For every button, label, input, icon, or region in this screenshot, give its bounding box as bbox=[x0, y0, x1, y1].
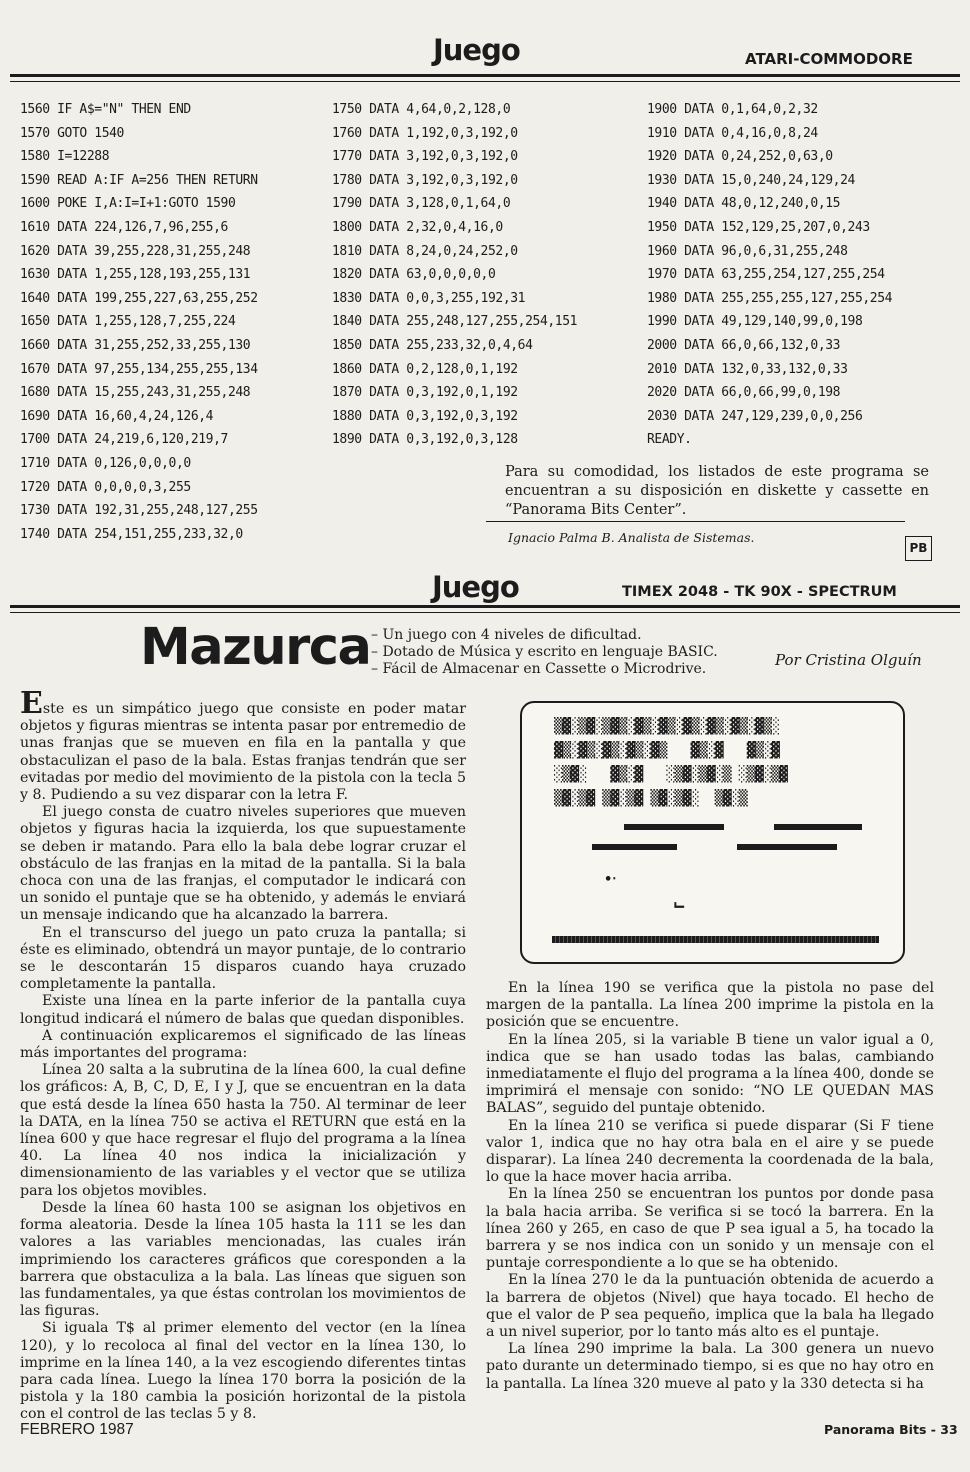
code-line: 1670 DATA 97,255,134,255,255,134 bbox=[20, 361, 258, 377]
code-line: 1710 DATA 0,126,0,0,0,0 bbox=[20, 455, 191, 471]
code-line: 1830 DATA 0,0,3,255,192,31 bbox=[332, 290, 526, 306]
target-row: ▒▓░▒▓ ▒▓░▒▓ ▒▓░▒▓░ ▒▓░▒ bbox=[554, 789, 747, 807]
code-line: 1560 IF A$="N" THEN END bbox=[20, 102, 191, 117]
feature-bullets bbox=[371, 627, 718, 678]
article-paragraph: Si iguala T$ al primer elemento del vector (en la línea 120), y lo recoloca al final del vector en la línea 130, lo imprime en la línea 140, a la vez escogiendo diferentes tintas para cada línea. Luego la línea 170 borra la posición de la pistola y la 180 cambia la posición horizontal de la pistola con el control de las teclas 5 y 8. bbox=[20, 1320, 466, 1423]
code-line: 1930 DATA 15,0,240,24,129,24 bbox=[647, 172, 855, 188]
code-line: 1720 DATA 0,0,0,0,3,255 bbox=[20, 479, 191, 495]
article-left-column bbox=[20, 686, 466, 1424]
header-rule-top-thin bbox=[10, 81, 960, 82]
code-line: 1750 DATA 4,64,0,2,128,0 bbox=[332, 102, 511, 117]
code-line: 1760 DATA 1,192,0,3,192,0 bbox=[332, 125, 518, 141]
target-row: ▓▒░▓▒░▓▒░▓▒░▓▒ ▓▒░▓ ▓▒░▓ bbox=[554, 741, 779, 759]
availability-note: Para su comodidad, los listados de este programa se encuentran a su disposición en diskette y cassette en “Panorama Bits Center”. bbox=[505, 464, 929, 518]
header-rule-top bbox=[10, 74, 960, 77]
code-line: 1660 DATA 31,255,252,33,255,130 bbox=[20, 337, 251, 353]
code-line: 1920 DATA 0,24,252,0,63,0 bbox=[647, 149, 833, 165]
code-line: 1680 DATA 15,255,243,31,255,248 bbox=[20, 385, 251, 401]
code-line: 1800 DATA 2,32,0,4,16,0 bbox=[332, 219, 503, 235]
pistol-icon: ⨽ bbox=[674, 892, 685, 913]
note-rule bbox=[486, 521, 905, 522]
article-paragraph: En la línea 190 se verifica que la pistola no pase del margen de la pantalla. La línea 200 imprime la pistola en la posición que se encuentre. bbox=[486, 980, 934, 1031]
ammo-bar bbox=[552, 936, 879, 943]
article-paragraph: A continuación explicaremos el significado de las líneas más importantes del programa: bbox=[20, 1027, 466, 1062]
article-paragraph: El juego consta de cuatro niveles superiores que mueven objetos y figuras hacia la izquierda, los que supuestamente se deben ir matando. Para ello la bala debe lograr cruzar el obstáculo de las franjas en la mitad de la pantalla. Si la bala choca con una de las franjas, el computador le indicará con un sonido el puntaje que se ha obtenido, y además le enviará un mensaje indicando que ha alcanzado la barrera. bbox=[20, 804, 466, 924]
article-paragraph: Línea 20 salta a la subrutina de la línea 600, la cual define los gráficos: A, B, C, D, E, I y J, que se encuentran en la data que está desde la línea 650 hasta la 750. Al terminar de leer la DATA, en la línea 750 se activa el RETURN que está en la línea 600 y que hace regresar el flujo del programa a la línea 40. La línea 40 nos indica la inicialización y dimensionamiento de las variables y el vector que se utiliza para los objetos movibles. bbox=[20, 1062, 466, 1199]
listing-column-1 bbox=[20, 98, 258, 546]
footer-date: FEBRERO 1987 bbox=[20, 1421, 134, 1438]
code-line: 2020 DATA 66,0,66,99,0,198 bbox=[647, 385, 841, 401]
article-title: Mazurca bbox=[140, 618, 371, 677]
code-line: 1840 DATA 255,248,127,255,254,151 bbox=[332, 314, 578, 330]
target-row: ▒▓░▒▓░▒▓▒░▓▒░▓▒░▓▒░▓▒░▓▒░▓▒░ bbox=[554, 717, 779, 735]
drop-cap: E bbox=[20, 686, 43, 721]
barrier-segment bbox=[774, 824, 862, 830]
code-line: 1900 DATA 0,1,64,0,2,32 bbox=[647, 102, 818, 117]
barrier-segment bbox=[737, 844, 837, 850]
feature-bullet: – Dotado de Música y escrito en lenguaje BASIC. bbox=[371, 644, 718, 660]
platform-label-top: ATARI-COMMODORE bbox=[745, 50, 913, 68]
article-right-column bbox=[486, 980, 934, 1393]
header-rule-mid bbox=[10, 605, 960, 608]
article-paragraph: En la línea 205, si la variable B tiene un valor igual a 0, indica que se han usado todas las balas, cambiando inmediatamente el flujo del programa a la línea 400, donde se imprimirá el mensaje con sonido: “NO LE QUEDAN MAS BALAS”, seguido del puntaje obtenido. bbox=[486, 1031, 934, 1117]
code-line: 1950 DATA 152,129,25,207,0,243 bbox=[647, 219, 870, 235]
article-byline: Por Cristina Olguín bbox=[775, 651, 922, 669]
barrier-segment bbox=[592, 844, 677, 850]
article-paragraph: La línea 290 imprime la bala. La 300 genera un nuevo pato durante un determinado tiempo, si es que no hay otro en la pantalla. La línea 320 mueve al pato y la 330 detecta si ha bbox=[486, 1341, 934, 1392]
article-paragraph: Existe una línea en la parte inferior de la pantalla cuya longitud indicará el número de balas que quedan disponibles. bbox=[20, 993, 466, 1027]
duck-icon: •‧ bbox=[604, 872, 617, 887]
header-rule-mid-thin bbox=[10, 612, 960, 613]
code-line: 1770 DATA 3,192,0,3,192,0 bbox=[332, 149, 518, 165]
feature-bullet: – Fácil de Almacenar en Cassette o Microdrive. bbox=[371, 661, 707, 677]
barrier-segment bbox=[624, 824, 724, 830]
code-line: 1630 DATA 1,255,128,193,255,131 bbox=[20, 267, 251, 283]
code-line: 1890 DATA 0,3,192,0,3,128 bbox=[332, 432, 518, 448]
code-line: 1570 GOTO 1540 bbox=[20, 125, 124, 141]
code-line: 1970 DATA 63,255,254,127,255,254 bbox=[647, 267, 885, 283]
feature-bullet: – Un juego con 4 niveles de dificultad. bbox=[371, 627, 642, 643]
code-line: 1940 DATA 48,0,12,240,0,15 bbox=[647, 196, 841, 212]
platform-label-mid: TIMEX 2048 - TK 90X - SPECTRUM bbox=[622, 584, 897, 600]
code-line: 1980 DATA 255,255,255,127,255,254 bbox=[647, 290, 893, 306]
section-title-top: Juego bbox=[433, 33, 520, 67]
article-paragraph bbox=[20, 686, 466, 804]
footer-page: Panorama Bits - 33 bbox=[824, 1422, 958, 1437]
target-row: ░▒▓░ ▓▒░▓ ░▒▓░▒▓░▒ ░▒▓░▒▓ bbox=[554, 765, 787, 783]
code-line: 2030 DATA 247,129,239,0,0,256 bbox=[647, 408, 863, 424]
code-line: READY. bbox=[647, 432, 692, 448]
code-line: 1600 POKE I,A:I=I+1:GOTO 1590 bbox=[20, 196, 236, 212]
game-screenshot bbox=[520, 701, 905, 964]
code-line: 1640 DATA 199,255,227,63,255,252 bbox=[20, 290, 258, 306]
article-paragraph: En la línea 250 se encuentran los puntos por donde pasa la bala hacia arriba. Se verifica si se tocó la barrera. En la línea 260 y 265, en caso de que P sea igual a 5, ha tocado la barrera y se nos indica con un sonido y un mensaje con el puntaje correspondiente a lo que se ha obtenido. bbox=[486, 1186, 934, 1272]
article-paragraph: En el transcurso del juego un pato cruza la pantalla; si éste es eliminado, obtendrá un mayor puntaje, de lo contrario se le descontarán 15 disparos cuando haya cruzado completamente la pantalla. bbox=[20, 924, 466, 993]
code-line: 1740 DATA 254,151,255,233,32,0 bbox=[20, 526, 243, 542]
code-line: 1850 DATA 255,233,32,0,4,64 bbox=[332, 337, 533, 353]
paragraph-text: ste es un simpático juego que consiste en poder matar objetos y figuras mientras se intenta pasar por entremedio de unas franjas que se mueven en fila en la pantalla y que obstaculizan el paso de la bala. Estas franjas tendrán que ser evitadas por medio del movimiento de la pistola con la tecla 5 y 8. Pudiendo a su vez disparar con la letra F. bbox=[20, 701, 466, 804]
code-line: 1990 DATA 49,129,140,99,0,198 bbox=[647, 314, 863, 330]
code-line: 1650 DATA 1,255,128,7,255,224 bbox=[20, 314, 236, 330]
code-line: 1700 DATA 24,219,6,120,219,7 bbox=[20, 432, 228, 448]
code-line: 1820 DATA 63,0,0,0,0,0 bbox=[332, 267, 496, 283]
code-line: 1960 DATA 96,0,6,31,255,248 bbox=[647, 243, 848, 259]
code-line: 1860 DATA 0,2,128,0,1,192 bbox=[332, 361, 518, 377]
code-line: 1590 READ A:IF A=256 THEN RETURN bbox=[20, 172, 258, 188]
code-line: 2010 DATA 132,0,33,132,0,33 bbox=[647, 361, 848, 377]
code-line: 1910 DATA 0,4,16,0,8,24 bbox=[647, 125, 818, 141]
code-line: 1610 DATA 224,126,7,96,255,6 bbox=[20, 219, 228, 235]
article-paragraph: En la línea 210 se verifica si puede disparar (Si F tiene valor 1, indica que no hay otra bala en el aire y se puede disparar). La línea 240 decrementa la coordenada de la bala, lo que la hace mover hacia arriba. bbox=[486, 1117, 934, 1186]
code-line: 1730 DATA 192,31,255,248,127,255 bbox=[20, 503, 258, 519]
section-title-mid: Juego bbox=[432, 570, 519, 604]
code-line: 1790 DATA 3,128,0,1,64,0 bbox=[332, 196, 511, 212]
article-paragraph: En la línea 270 le da la puntuación obtenida de acuerdo a la barrera de objetos (Nivel) que haya tocado. El hecho de que el valor de P sea pequeño, implica que la bala ha llegado a un nivel superior, por lo tanto más alto es el puntaje. bbox=[486, 1272, 934, 1341]
code-line: 2000 DATA 66,0,66,132,0,33 bbox=[647, 337, 841, 353]
code-line: 1580 I=12288 bbox=[20, 149, 110, 165]
code-line: 1620 DATA 39,255,228,31,255,248 bbox=[20, 243, 251, 259]
pb-badge: PB bbox=[905, 536, 932, 561]
article-paragraph: Desde la línea 60 hasta 100 se asignan los objetivos en forma aleatoria. Desde la línea 105 hasta la 111 se les dan valores a las variables mencionadas, las cuales irán imprimiendo los caracteres gráficos que coresponden a la barrera que obstaculiza a la bala. Las líneas que siguen son las fundamentales, ya que éstas controlan los movimientos de las figuras. bbox=[20, 1199, 466, 1320]
listing-column-3 bbox=[647, 98, 892, 452]
listing-column-2 bbox=[332, 98, 577, 452]
code-line: 1870 DATA 0,3,192,0,1,192 bbox=[332, 385, 518, 401]
code-line: 1880 DATA 0,3,192,0,3,192 bbox=[332, 408, 518, 424]
code-line: 1780 DATA 3,192,0,3,192,0 bbox=[332, 172, 518, 188]
code-line: 1810 DATA 8,24,0,24,252,0 bbox=[332, 243, 518, 259]
code-line: 1690 DATA 16,60,4,24,126,4 bbox=[20, 408, 214, 424]
author-signature: Ignacio Palma B. Analista de Sistemas. bbox=[508, 530, 755, 545]
